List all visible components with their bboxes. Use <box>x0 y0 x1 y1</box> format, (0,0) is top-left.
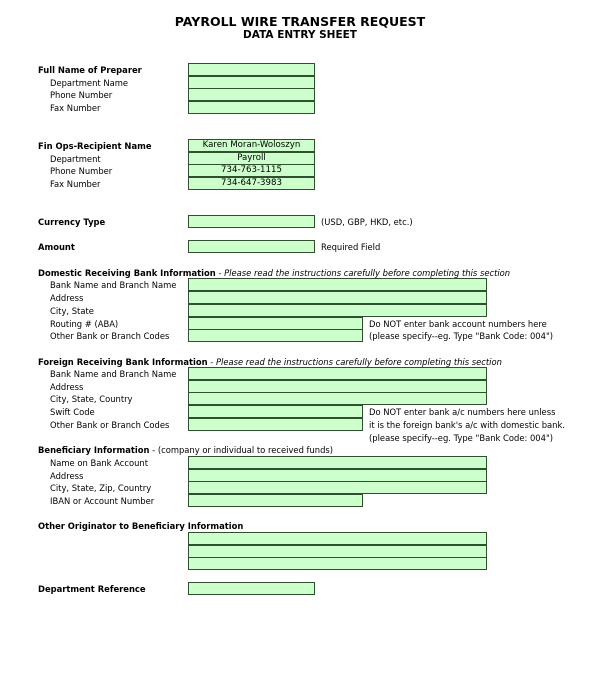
beneficiary-address-label: Address <box>50 471 84 481</box>
foreign-heading: Foreign Receiving Bank Information <box>38 357 208 367</box>
currency-label: Currency Type <box>38 217 106 227</box>
foreign-note-1: Do NOT enter bank a/c numbers here unless <box>369 407 556 417</box>
domestic-other-label: Other Bank or Branch Codes <box>50 331 170 341</box>
domestic-city-field[interactable] <box>188 304 487 317</box>
amount-hint: Required Field <box>321 242 381 252</box>
preparer-fax-field[interactable] <box>188 101 315 114</box>
beneficiary-city-label: City, State, Zip, Country <box>50 483 152 493</box>
beneficiary-city-field[interactable] <box>188 481 487 494</box>
domestic-other-field[interactable] <box>188 329 363 342</box>
currency-hint: (USD, GBP, HKD, etc.) <box>321 217 413 227</box>
beneficiary-name-field[interactable] <box>188 456 487 469</box>
foreign-bank-label: Bank Name and Branch Name <box>50 369 177 379</box>
preparer-phone-field[interactable] <box>188 88 315 101</box>
foreign-note-3: (please specify--eg. Type "Bank Code: 004") <box>369 433 554 443</box>
domestic-note-1: Do NOT enter bank account numbers here <box>369 319 547 329</box>
domestic-heading: Domestic Receiving Bank Information <box>38 268 216 278</box>
department-reference-field[interactable] <box>188 582 315 595</box>
recipient-name-field[interactable]: Karen Moran-Woloszyn <box>188 139 315 152</box>
originator-heading: Other Originator to Beneficiary Information <box>38 521 244 531</box>
beneficiary-iban-label: IBAN or Account Number <box>50 496 155 506</box>
preparer-heading: Full Name of Preparer <box>38 65 142 75</box>
foreign-heading-note: - Please read the instructions carefully before completing this section <box>207 357 502 367</box>
foreign-city-label: City, State, Country <box>50 394 133 404</box>
currency-field[interactable] <box>188 215 315 228</box>
page-title: PAYROLL WIRE TRANSFER REQUEST <box>174 14 426 29</box>
preparer-phone-label: Phone Number <box>50 90 113 100</box>
preparer-department-label: Department Name <box>50 78 129 88</box>
page-subtitle: DATA ENTRY SHEET <box>243 29 357 41</box>
amount-label: Amount <box>38 242 75 252</box>
recipient-department-label: Department <box>50 154 101 164</box>
foreign-swift-field[interactable] <box>188 405 363 418</box>
foreign-address-label: Address <box>50 382 84 392</box>
foreign-other-label: Other Bank or Branch Codes <box>50 420 170 430</box>
domestic-bank-field[interactable] <box>188 278 487 291</box>
domestic-city-label: City, State <box>50 306 94 316</box>
domestic-routing-label: Routing # (ABA) <box>50 319 119 329</box>
domestic-note-2: (please specify--eg. Type "Bank Code: 004") <box>369 331 554 341</box>
department-reference-label: Department Reference <box>38 584 146 594</box>
foreign-swift-label: Swift Code <box>50 407 95 417</box>
recipient-fax-field[interactable]: 734-647-3983 <box>188 177 315 190</box>
recipient-department-field[interactable]: Payroll <box>188 152 315 165</box>
preparer-name-field[interactable] <box>188 63 315 76</box>
originator-field-3[interactable] <box>188 557 487 570</box>
beneficiary-heading: Beneficiary Information <box>38 445 150 455</box>
domestic-address-label: Address <box>50 293 84 303</box>
foreign-other-field[interactable] <box>188 418 363 431</box>
amount-field[interactable] <box>188 240 315 253</box>
recipient-phone-label: Phone Number <box>50 166 113 176</box>
recipient-fax-label: Fax Number <box>50 179 101 189</box>
beneficiary-heading-row <box>38 444 333 456</box>
beneficiary-name-label: Name on Bank Account <box>50 458 148 468</box>
recipient-heading: Fin Ops-Recipient Name <box>38 141 152 151</box>
foreign-note-2: it is the foreign bank's a/c with domestic bank. <box>369 420 565 430</box>
domestic-heading-note: - Please read the instructions carefully before completing this section <box>215 268 511 278</box>
beneficiary-iban-field[interactable] <box>188 494 363 507</box>
recipient-phone-field[interactable]: 734-763-1115 <box>188 164 315 177</box>
domestic-bank-label: Bank Name and Branch Name <box>50 280 177 290</box>
foreign-city-field[interactable] <box>188 392 487 405</box>
foreign-bank-field[interactable] <box>188 367 487 380</box>
domestic-address-field[interactable] <box>188 291 487 304</box>
beneficiary-heading-note: - (company or individual to received funds) <box>149 445 334 455</box>
originator-field-1[interactable] <box>188 532 487 545</box>
preparer-fax-label: Fax Number <box>50 103 101 113</box>
